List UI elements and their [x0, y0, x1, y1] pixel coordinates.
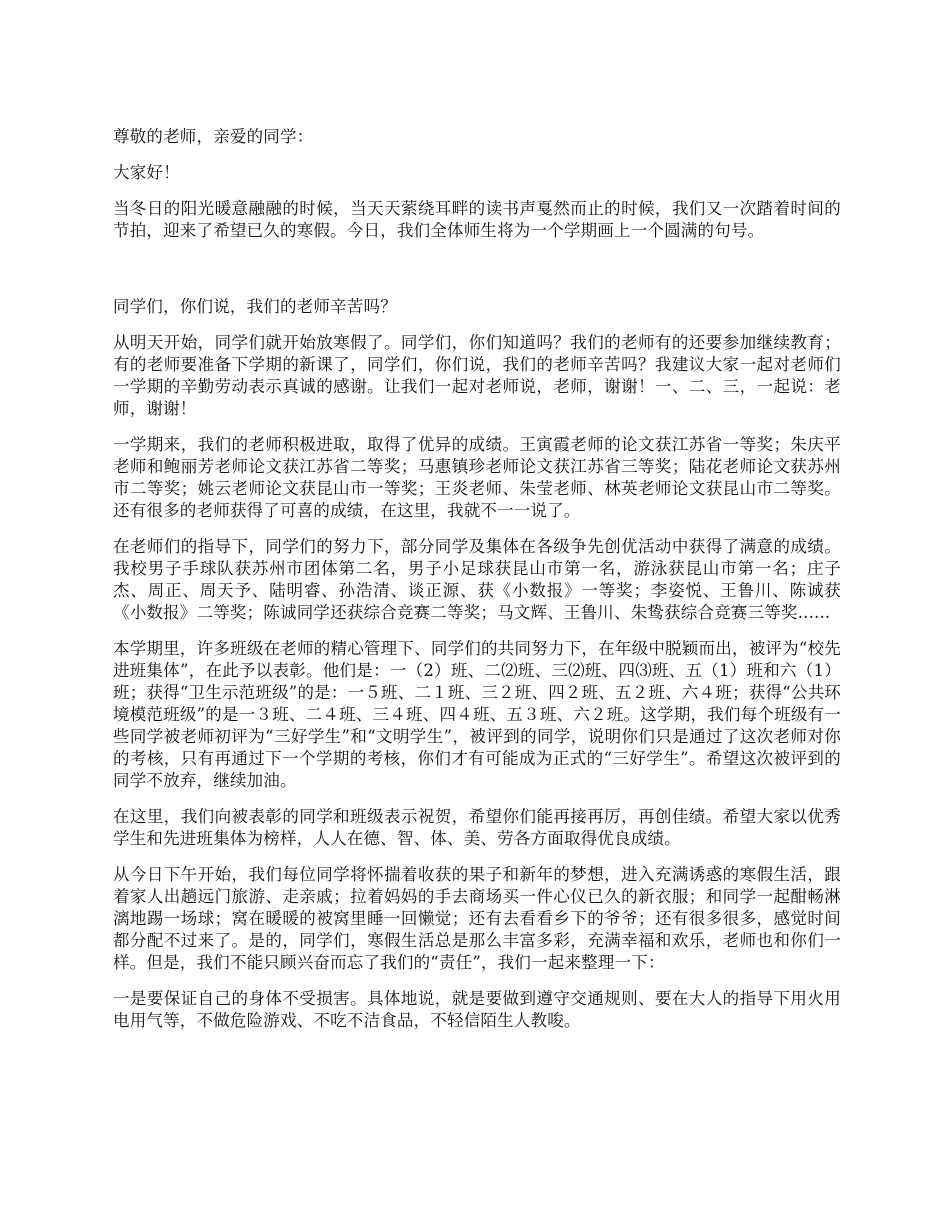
paragraph-teacher-awards: 一学期来，我们的老师积极进取，取得了优异的成绩。王寅霞老师的论文获江苏省一等奖；朱庆平老师和鲍丽芳老师论文获江苏省二等奖；马惠镇珍老师论文获江苏省三等奖；陆花老师论文获苏州市二等奖；姚云老师论文获昆山市一等奖；王炎老师、朱莹老师、林英老师论文获昆山市二等奖。还有很多的老师获得了可喜的成绩，在这里，我就不一一说了。 — [113, 435, 841, 520]
paragraph-opening: 当冬日的阳光暖意融融的时候，当天天萦绕耳畔的读书声戛然而止的时候，我们又一次踏着时间的节拍，迎来了希望已久的寒假。今日，我们全体师生将为一个学期画上一个圆满的句号。 — [113, 199, 841, 240]
paragraph-winter-holiday: 从今日下午开始，我们每位同学将怀揣着收获的果子和新年的梦想，进入充满诱惑的寒假生活，跟着家人出趟远门旅游、走亲戚；拉着妈妈的手去商场买一件心仪已久的新衣服；和同学一起酣畅淋漓地踢一场球；窝在暖暖的被窝里睡一回懒觉；还有去看看乡下的爷爷；还有很多很多，感觉时间都分配不过来了。是的，同学们，寒假生活总是那么丰富多彩，充满幸福和欢乐，老师也和你们一样。但是，我们不能只顾兴奋而忘了我们的“责任”，我们一起来整理一下： — [113, 865, 841, 972]
paragraph-safety: 一是要保证自己的身体不受损害。具体地说，就是要做到遵守交通规则、要在大人的指导下用火用电用气等，不做危险游戏、不吃不洁食品，不轻信陌生人教唆。 — [113, 989, 841, 1030]
document-body — [113, 126, 841, 1046]
greeting-line: 尊敬的老师，亲爱的同学： — [113, 127, 314, 146]
blank-spacer — [113, 256, 841, 296]
paragraph-congratulations: 在这里，我们向被表彰的同学和班级表示祝贺，希望你们能再接再厉，再创佳绩。希望大家以优秀学生和先进班集体为榜样，人人在德、智、体、美、劳各方面取得优良成绩。 — [113, 807, 841, 848]
paragraph-question: 同学们，你们说，我们的老师辛苦吗？ — [113, 297, 397, 316]
paragraph-student-awards: 在老师们的指导下，同学们的努力下，部分同学及集体在各级争先创优活动中获得了满意的成绩。我校男子手球队获苏州市团体第二名，男子小足球获昆山市第一名，游泳获昆山市第一名；庄子杰、周正、周天予、陆明睿、孙浩清、谈正源、获《小数报》一等奖；李姿悦、王鲁川、陈诚获《小数报》二等奖；陈诚同学还获综合竞赛二等奖；马文辉、王鲁川、朱鸷获综合竞赛三等奖...... — [113, 537, 841, 622]
paragraph-thanks-teachers: 从明天开始，同学们就开始放寒假了。同学们，你们知道吗？我们的老师有的还要参加继续教育；有的老师要准备下学期的新课了，同学们，你们说，我们的老师辛苦吗？我建议大家一起对老师们一学期的辛勤劳动表示真诚的感谢。让我们一起对老师说，老师，谢谢！一、二、三，一起说：老师，谢谢！ — [113, 333, 841, 418]
hello-line: 大家好！ — [113, 163, 180, 182]
paragraph-class-honors: 本学期里，许多班级在老师的精心管理下、同学们的共同努力下，在年级中脱颖而出，被评为“校先进班集体”，在此予以表彰。他们是：一（2）班、二⑵班、三⑵班、四⑶班、五（1）班和六（1）班；获得“卫生示范班级”的是：一５班、二１班、三２班、四２班、五２班、六４班；获得“公共环境模范班级”的是一３班、二４班、三４班、四４班、五３班、六２班。这学期，我们每个班级有一些同学被老师初评为“三好学生”和“文明学生”，被评到的同学，说明你们只是通过了这次老师对你的考核，只有再通过下一个学期的考核，你们才有可能成为正式的“三好学生”。希望这次被评到的同学不放弃，继续加油。 — [113, 639, 841, 790]
